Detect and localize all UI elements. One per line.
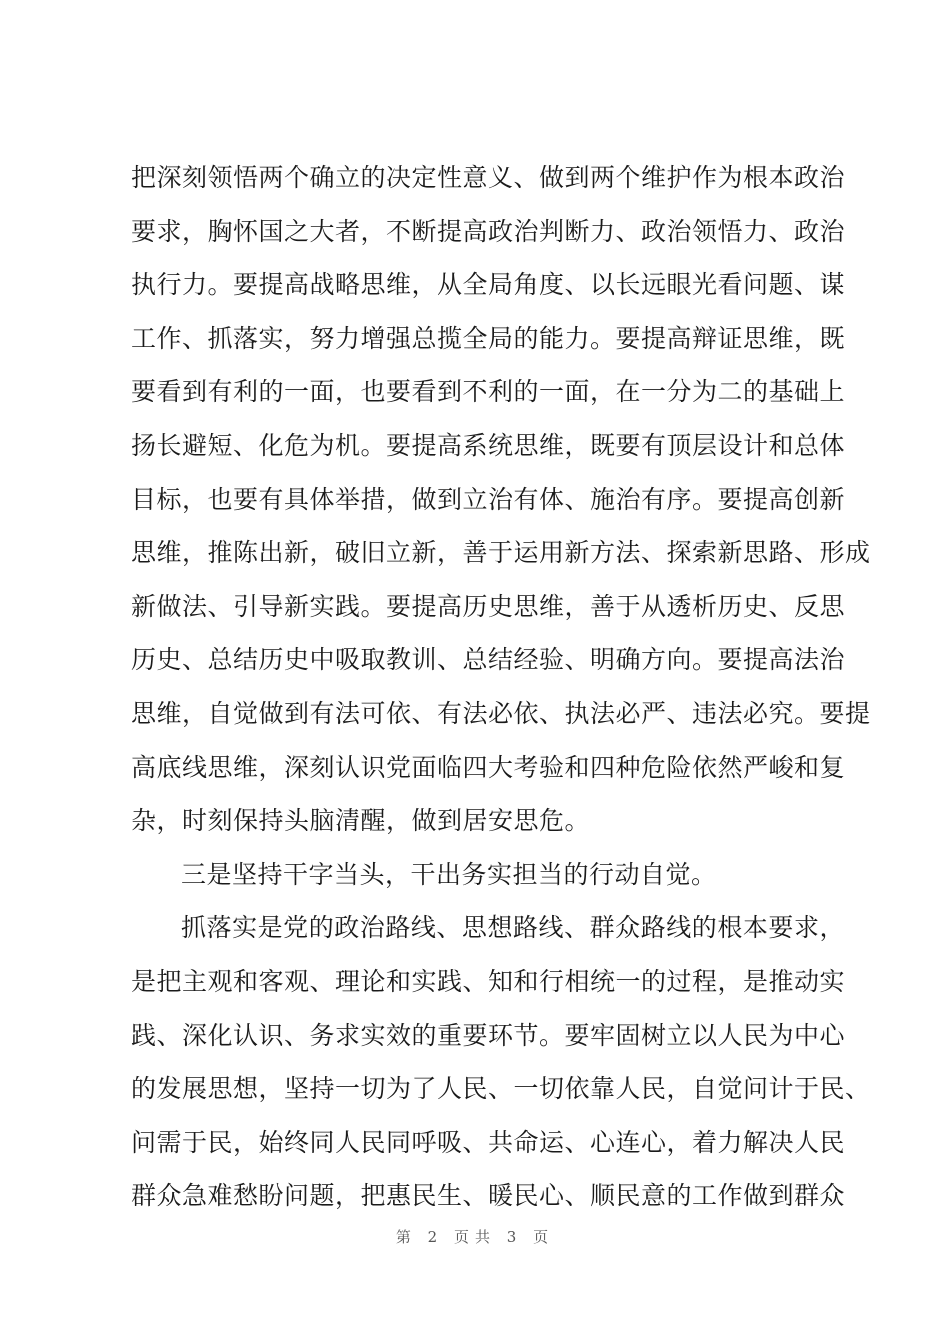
text-line: 工作、抓落实，努力增强总揽全局的能力。要提高辩证思维，既 bbox=[131, 323, 846, 353]
text-line: 思维，推陈出新，破旧立新，善于运用新方法、探索新思路、形成 bbox=[131, 538, 871, 568]
text-line: 群众急难愁盼问题，把惠民生、暖民心、顺民意的工作做到群众 bbox=[131, 1181, 846, 1211]
text-line: 新做法、引导新实践。要提高历史思维，善于从透析历史、反思 bbox=[131, 591, 846, 621]
text-line: 历史、总结历史中吸取教训、总结经验、明确方向。要提高法治 bbox=[131, 645, 846, 675]
text-line: 目标，也要有具体举措，做到立治有体、施治有序。要提高创新 bbox=[131, 484, 846, 514]
text-line: 的发展思想，坚持一切为了人民、一切依靠人民，自觉问计于民、 bbox=[131, 1074, 871, 1104]
text-line: 是把主观和客观、理论和实践、知和行相统一的过程，是推动实 bbox=[131, 966, 846, 996]
text-line: 高底线思维，深刻认识党面临四大考验和四种危险依然严峻和复 bbox=[131, 752, 846, 782]
body-text bbox=[131, 151, 871, 1223]
text-line: 践、深化认识、务求实效的重要环节。要牢固树立以人民为中心 bbox=[131, 1020, 846, 1050]
text-line: 要求，胸怀国之大者，不断提高政治判断力、政治领悟力、政治 bbox=[131, 216, 846, 246]
page-footer: 第 2 页共 3 页 bbox=[395, 1228, 555, 1246]
text-line: 抓落实是党的政治路线、思想路线、群众路线的根本要求， bbox=[181, 913, 845, 943]
text-line: 把深刻领悟两个确立的决定性意义、做到两个维护作为根本政治 bbox=[131, 163, 846, 192]
text-line: 执行力。要提高战略思维，从全局角度、以长远眼光看问题、谋 bbox=[131, 270, 846, 300]
text-line: 思维，自觉做到有法可依、有法必依、执法必严、违法必究。要提 bbox=[131, 698, 871, 728]
text-line: 扬长避短、化危为机。要提高系统思维，既要有顶层设计和总体 bbox=[131, 430, 846, 460]
text-line: 问需于民，始终同人民同呼吸、共命运、心连心，着力解决人民 bbox=[131, 1127, 846, 1157]
text-line: 要看到有利的一面，也要看到不利的一面，在一分为二的基础上 bbox=[131, 377, 846, 407]
text-line: 三是坚持干字当头，干出务实担当的行动自觉。 bbox=[181, 859, 717, 889]
text-line: 杂，时刻保持头脑清醒，做到居安思危。 bbox=[131, 806, 591, 836]
